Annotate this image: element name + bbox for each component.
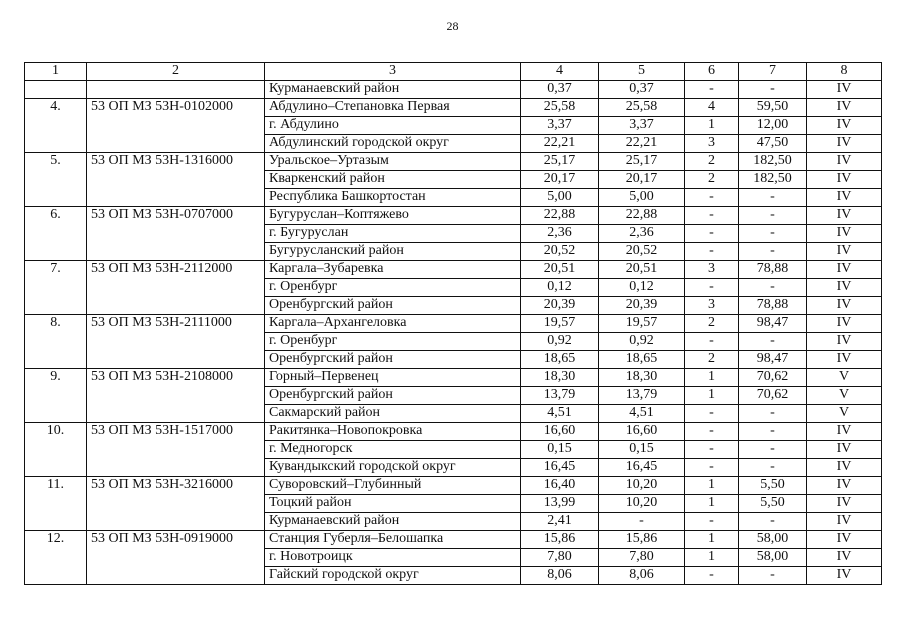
count-cell: 3 — [685, 135, 739, 153]
category-cell: V — [807, 405, 882, 423]
table-row — [25, 369, 882, 387]
road-code-cell: 53 ОП МЗ 53Н-1316000 — [87, 153, 265, 207]
length-cell: 4,51 — [521, 405, 599, 423]
count-cell: 3 — [685, 261, 739, 279]
category-cell: IV — [807, 117, 882, 135]
length-cell: 8,06 — [521, 567, 599, 585]
column-header: 7 — [739, 63, 807, 81]
row-number-cell: 9. — [25, 369, 87, 423]
value-cell: 182,50 — [739, 153, 807, 171]
length-cell-2: 15,86 — [599, 531, 685, 549]
length-cell: 15,86 — [521, 531, 599, 549]
length-cell: 25,17 — [521, 153, 599, 171]
category-cell: IV — [807, 243, 882, 261]
length-cell-2: 10,20 — [599, 477, 685, 495]
column-header: 1 — [25, 63, 87, 81]
category-cell: IV — [807, 441, 882, 459]
length-cell-2: 10,20 — [599, 495, 685, 513]
count-cell: 2 — [685, 315, 739, 333]
table-row — [25, 261, 882, 279]
road-name-cell: Гайский городской округ — [265, 567, 521, 585]
length-cell: 22,21 — [521, 135, 599, 153]
count-cell: 2 — [685, 153, 739, 171]
road-code-cell: 53 ОП МЗ 53Н-0102000 — [87, 99, 265, 153]
length-cell-2: - — [599, 513, 685, 531]
length-cell: 0,12 — [521, 279, 599, 297]
length-cell: 5,00 — [521, 189, 599, 207]
road-code-cell: 53 ОП МЗ 53Н-2111000 — [87, 315, 265, 369]
length-cell: 13,79 — [521, 387, 599, 405]
length-cell: 3,37 — [521, 117, 599, 135]
category-cell: IV — [807, 315, 882, 333]
length-cell-2: 7,80 — [599, 549, 685, 567]
count-cell: - — [685, 459, 739, 477]
road-name-cell: Сакмарский район — [265, 405, 521, 423]
length-cell-2: 19,57 — [599, 315, 685, 333]
table-row — [25, 153, 882, 171]
road-name-cell: Кваркенский район — [265, 171, 521, 189]
column-header: 5 — [599, 63, 685, 81]
value-cell: 70,62 — [739, 387, 807, 405]
count-cell: - — [685, 333, 739, 351]
value-cell: - — [739, 333, 807, 351]
road-name-cell: Тоцкий район — [265, 495, 521, 513]
count-cell: 2 — [685, 171, 739, 189]
length-cell-2: 0,92 — [599, 333, 685, 351]
value-cell: - — [739, 207, 807, 225]
category-cell: IV — [807, 99, 882, 117]
value-cell: 5,50 — [739, 495, 807, 513]
road-code-cell — [87, 81, 265, 99]
count-cell: - — [685, 225, 739, 243]
road-name-cell: Ракитянка–Новопокровка — [265, 423, 521, 441]
value-cell: - — [739, 423, 807, 441]
count-cell: 1 — [685, 387, 739, 405]
length-cell: 13,99 — [521, 495, 599, 513]
length-cell: 20,17 — [521, 171, 599, 189]
value-cell: - — [739, 189, 807, 207]
length-cell: 0,15 — [521, 441, 599, 459]
value-cell: 58,00 — [739, 531, 807, 549]
road-name-cell: Каргала–Архангеловка — [265, 315, 521, 333]
length-cell: 2,36 — [521, 225, 599, 243]
road-name-cell: г. Медногорск — [265, 441, 521, 459]
value-cell: - — [739, 243, 807, 261]
length-cell-2: 25,58 — [599, 99, 685, 117]
count-cell: 1 — [685, 531, 739, 549]
count-cell: - — [685, 567, 739, 585]
count-cell: 1 — [685, 477, 739, 495]
category-cell: IV — [807, 549, 882, 567]
road-code-cell: 53 ОП МЗ 53Н-2108000 — [87, 369, 265, 423]
value-cell: 58,00 — [739, 549, 807, 567]
length-cell-2: 8,06 — [599, 567, 685, 585]
count-cell: - — [685, 423, 739, 441]
road-name-cell: Оренбургский район — [265, 351, 521, 369]
row-number-cell: 8. — [25, 315, 87, 369]
row-number-cell: 11. — [25, 477, 87, 531]
road-name-cell: Курманаевский район — [265, 513, 521, 531]
count-cell: 2 — [685, 351, 739, 369]
length-cell-2: 16,45 — [599, 459, 685, 477]
value-cell: 59,50 — [739, 99, 807, 117]
page-number: 28 — [446, 19, 459, 33]
road-name-cell: г. Абдулино — [265, 117, 521, 135]
length-cell-2: 20,39 — [599, 297, 685, 315]
category-cell: IV — [807, 261, 882, 279]
table-row — [25, 477, 882, 495]
table-row — [25, 207, 882, 225]
length-cell-2: 20,51 — [599, 261, 685, 279]
length-cell: 16,40 — [521, 477, 599, 495]
length-cell-2: 2,36 — [599, 225, 685, 243]
value-cell: - — [739, 459, 807, 477]
road-name-cell: Республика Башкортостан — [265, 189, 521, 207]
row-number-cell: 6. — [25, 207, 87, 261]
length-cell-2: 22,88 — [599, 207, 685, 225]
row-number-cell: 10. — [25, 423, 87, 477]
length-cell: 16,60 — [521, 423, 599, 441]
length-cell-2: 22,21 — [599, 135, 685, 153]
length-cell: 25,58 — [521, 99, 599, 117]
column-header: 3 — [265, 63, 521, 81]
count-cell: 1 — [685, 117, 739, 135]
length-cell: 22,88 — [521, 207, 599, 225]
category-cell: IV — [807, 279, 882, 297]
count-cell: - — [685, 279, 739, 297]
column-header-row — [25, 63, 882, 81]
value-cell: 78,88 — [739, 261, 807, 279]
count-cell: - — [685, 441, 739, 459]
road-name-cell: Оренбургский район — [265, 387, 521, 405]
category-cell: IV — [807, 135, 882, 153]
column-header: 4 — [521, 63, 599, 81]
count-cell: 1 — [685, 549, 739, 567]
category-cell: IV — [807, 567, 882, 585]
road-name-cell: г. Новотроицк — [265, 549, 521, 567]
category-cell: IV — [807, 531, 882, 549]
value-cell: - — [739, 225, 807, 243]
length-cell-2: 13,79 — [599, 387, 685, 405]
count-cell: - — [685, 81, 739, 99]
count-cell: 1 — [685, 495, 739, 513]
category-cell: IV — [807, 333, 882, 351]
category-cell: IV — [807, 225, 882, 243]
roads-table — [24, 62, 882, 585]
category-cell: IV — [807, 171, 882, 189]
category-cell: IV — [807, 189, 882, 207]
road-name-cell: Абдулино–Степановка Первая — [265, 99, 521, 117]
column-header: 6 — [685, 63, 739, 81]
row-number-cell: 12. — [25, 531, 87, 585]
road-code-cell: 53 ОП МЗ 53Н-2112000 — [87, 261, 265, 315]
category-cell: IV — [807, 207, 882, 225]
table-row — [25, 99, 882, 117]
row-number-cell — [25, 81, 87, 99]
length-cell-2: 5,00 — [599, 189, 685, 207]
count-cell: 1 — [685, 369, 739, 387]
length-cell: 18,65 — [521, 351, 599, 369]
value-cell: 98,47 — [739, 351, 807, 369]
road-name-cell: Станция Губерля–Белошапка — [265, 531, 521, 549]
road-name-cell: Абдулинский городской округ — [265, 135, 521, 153]
road-name-cell: г. Бугуруслан — [265, 225, 521, 243]
category-cell: IV — [807, 423, 882, 441]
length-cell: 16,45 — [521, 459, 599, 477]
road-code-cell: 53 ОП МЗ 53Н-3216000 — [87, 477, 265, 531]
value-cell: - — [739, 405, 807, 423]
value-cell: - — [739, 81, 807, 99]
length-cell: 2,41 — [521, 513, 599, 531]
category-cell: IV — [807, 81, 882, 99]
value-cell: - — [739, 567, 807, 585]
length-cell-2: 0,15 — [599, 441, 685, 459]
length-cell: 20,52 — [521, 243, 599, 261]
road-name-cell: Каргала–Зубаревка — [265, 261, 521, 279]
road-code-cell: 53 ОП МЗ 53Н-0707000 — [87, 207, 265, 261]
value-cell: 12,00 — [739, 117, 807, 135]
length-cell: 20,39 — [521, 297, 599, 315]
length-cell: 20,51 — [521, 261, 599, 279]
road-name-cell: Уральское–Уртазым — [265, 153, 521, 171]
table-row — [25, 315, 882, 333]
road-name-cell: Горный–Первенец — [265, 369, 521, 387]
count-cell: - — [685, 513, 739, 531]
road-name-cell: Курманаевский район — [265, 81, 521, 99]
category-cell: IV — [807, 297, 882, 315]
table-row — [25, 81, 882, 99]
category-cell: IV — [807, 477, 882, 495]
category-cell: IV — [807, 495, 882, 513]
count-cell: - — [685, 405, 739, 423]
category-cell: V — [807, 387, 882, 405]
road-name-cell: Бугурусланский район — [265, 243, 521, 261]
length-cell-2: 0,37 — [599, 81, 685, 99]
value-cell: 182,50 — [739, 171, 807, 189]
table-row — [25, 531, 882, 549]
length-cell: 7,80 — [521, 549, 599, 567]
length-cell: 0,37 — [521, 81, 599, 99]
road-name-cell: Суворовский–Глубинный — [265, 477, 521, 495]
category-cell: IV — [807, 351, 882, 369]
column-header: 2 — [87, 63, 265, 81]
table-row — [25, 423, 882, 441]
category-cell: IV — [807, 459, 882, 477]
column-header: 8 — [807, 63, 882, 81]
length-cell-2: 20,52 — [599, 243, 685, 261]
value-cell: 5,50 — [739, 477, 807, 495]
count-cell: 4 — [685, 99, 739, 117]
length-cell: 0,92 — [521, 333, 599, 351]
road-name-cell: г. Оренбург — [265, 333, 521, 351]
road-code-cell: 53 ОП МЗ 53Н-0919000 — [87, 531, 265, 585]
row-number-cell: 5. — [25, 153, 87, 207]
row-number-cell: 7. — [25, 261, 87, 315]
road-name-cell: Кувандыкский городской округ — [265, 459, 521, 477]
value-cell: 78,88 — [739, 297, 807, 315]
road-name-cell: Оренбургский район — [265, 297, 521, 315]
table-body — [25, 63, 882, 585]
road-code-cell: 53 ОП МЗ 53Н-1517000 — [87, 423, 265, 477]
value-cell: - — [739, 279, 807, 297]
value-cell: 98,47 — [739, 315, 807, 333]
length-cell-2: 18,65 — [599, 351, 685, 369]
value-cell: 70,62 — [739, 369, 807, 387]
count-cell: 3 — [685, 297, 739, 315]
count-cell: - — [685, 243, 739, 261]
value-cell: - — [739, 441, 807, 459]
category-cell: V — [807, 369, 882, 387]
count-cell: - — [685, 207, 739, 225]
category-cell: IV — [807, 153, 882, 171]
length-cell-2: 16,60 — [599, 423, 685, 441]
length-cell: 18,30 — [521, 369, 599, 387]
length-cell-2: 25,17 — [599, 153, 685, 171]
count-cell: - — [685, 189, 739, 207]
length-cell-2: 3,37 — [599, 117, 685, 135]
length-cell: 19,57 — [521, 315, 599, 333]
value-cell: - — [739, 513, 807, 531]
road-name-cell: Бугуруслан–Коптяжево — [265, 207, 521, 225]
row-number-cell: 4. — [25, 99, 87, 153]
value-cell: 47,50 — [739, 135, 807, 153]
length-cell-2: 20,17 — [599, 171, 685, 189]
length-cell-2: 4,51 — [599, 405, 685, 423]
road-name-cell: г. Оренбург — [265, 279, 521, 297]
length-cell-2: 0,12 — [599, 279, 685, 297]
length-cell-2: 18,30 — [599, 369, 685, 387]
category-cell: IV — [807, 513, 882, 531]
